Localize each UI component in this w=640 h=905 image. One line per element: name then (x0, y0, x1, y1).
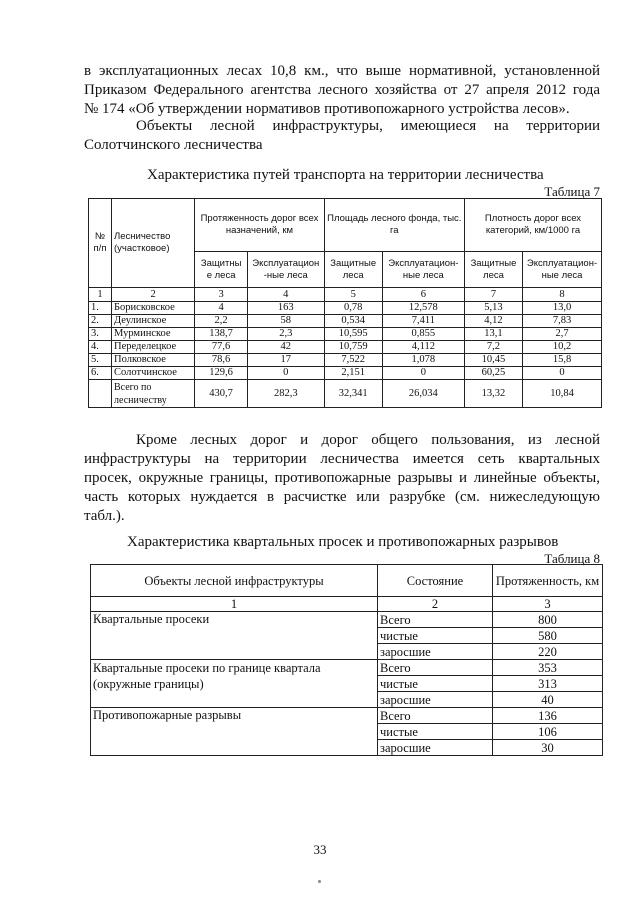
column-number: 7 (464, 288, 522, 302)
row-value: 0,78 (324, 302, 382, 315)
table-row (89, 328, 602, 341)
row-no: 6. (89, 367, 112, 380)
column-number: 8 (523, 288, 602, 302)
header-length: Протяженность, км (493, 565, 603, 597)
middle-line: просек, окружные границы, противопожарные разрывы и линейные объекты, (84, 470, 600, 486)
column-number: 5 (324, 288, 382, 302)
row-value: 13,1 (464, 328, 522, 341)
state-cell: чистые (378, 628, 493, 644)
table-row (89, 315, 602, 328)
table8-caption: Характеристика квартальных просек и противопожарных разрывов (127, 534, 559, 550)
state-cell: чистые (378, 676, 493, 692)
column-number: 1 (91, 597, 378, 612)
header-exploitation: Эксплуатацион-ные леса (523, 252, 602, 288)
row-value: 58 (247, 315, 324, 328)
row-value: 17 (247, 354, 324, 367)
column-number-row (91, 597, 603, 612)
total-row (89, 380, 602, 408)
row-forestry: Солотчинское (112, 367, 195, 380)
total-value: 32,341 (324, 380, 382, 408)
transport-table (88, 198, 602, 408)
header-no: № п/п (89, 199, 112, 288)
length-cell: 800 (493, 612, 603, 628)
row-value: 4,12 (464, 315, 522, 328)
objects-heading (84, 117, 600, 155)
state-cell: заросшие (378, 740, 493, 756)
scan-speck (318, 880, 321, 883)
row-value: 5,13 (464, 302, 522, 315)
row-no: 4. (89, 341, 112, 354)
total-value: 13,32 (464, 380, 522, 408)
row-forestry: Полковское (112, 354, 195, 367)
row-value: 78,6 (195, 354, 248, 367)
table-row (91, 660, 603, 676)
row-value: 2,3 (247, 328, 324, 341)
header-state: Состояние (378, 565, 493, 597)
header-exploitation: Эксплуатацион -ные леса (247, 252, 324, 288)
row-no: 2. (89, 315, 112, 328)
row-value: 2,2 (195, 315, 248, 328)
row-value: 2,151 (324, 367, 382, 380)
row-value: 60,25 (464, 367, 522, 380)
header-exploitation: Эксплуатацион-ные леса (382, 252, 464, 288)
total-value: 430,7 (195, 380, 248, 408)
state-cell: заросшие (378, 644, 493, 660)
table-row (91, 612, 603, 628)
column-number: 6 (382, 288, 464, 302)
row-value: 1,078 (382, 354, 464, 367)
column-number: 2 (112, 288, 195, 302)
middle-paragraph (84, 431, 600, 526)
header-road-density: Плотность дорог всех категорий, км/1000 га (464, 199, 601, 252)
length-cell: 353 (493, 660, 603, 676)
table-row (89, 367, 602, 380)
length-cell: 313 (493, 676, 603, 692)
intro-line: Приказом Федерального агентства лесного хозяйства от 27 апреля 2012 года (84, 82, 600, 98)
middle-line: табл.). (84, 508, 125, 524)
row-value: 138,7 (195, 328, 248, 341)
column-number: 4 (247, 288, 324, 302)
length-cell: 40 (493, 692, 603, 708)
row-value: 7,411 (382, 315, 464, 328)
row-value: 7,522 (324, 354, 382, 367)
row-value: 0 (523, 367, 602, 380)
row-value: 15,8 (523, 354, 602, 367)
row-value: 0 (247, 367, 324, 380)
row-value: 12,578 (382, 302, 464, 315)
group-name: Квартальные просеки по границе квартала (окружные границы) (91, 660, 378, 708)
row-value: 10,595 (324, 328, 382, 341)
total-value: 10,84 (523, 380, 602, 408)
column-number: 3 (493, 597, 603, 612)
length-cell: 220 (493, 644, 603, 660)
table-row (89, 302, 602, 315)
table7-number: Таблица 7 (544, 184, 600, 199)
objects-heading-line: Солотчинского лесничества (84, 137, 263, 153)
header-objects: Объекты лесной инфраструктуры (91, 565, 378, 597)
table7-caption: Характеристика путей транспорта на территории лесничества (147, 167, 544, 183)
state-cell: Всего (378, 612, 493, 628)
group-name: Противопожарные разрывы (91, 708, 378, 756)
table-row (89, 341, 602, 354)
row-value: 4,112 (382, 341, 464, 354)
middle-line: инфраструктуры на территории лесничества имеется сеть квартальных (84, 451, 600, 467)
total-value: 282,3 (247, 380, 324, 408)
header-forestry: Лесничество (участковое) (112, 199, 195, 288)
middle-line: Кроме лесных дорог и дорог общего пользования, из лесной (136, 432, 600, 448)
row-no: 3. (89, 328, 112, 341)
header-forest-area: Площадь лесного фонда, тыс. га (324, 199, 464, 252)
column-number-row (89, 288, 602, 302)
row-value: 0,855 (382, 328, 464, 341)
length-cell: 30 (493, 740, 603, 756)
row-value: 7,2 (464, 341, 522, 354)
row-value: 4 (195, 302, 248, 315)
length-cell: 106 (493, 724, 603, 740)
intro-paragraph (84, 62, 600, 119)
header-protective: Защитны е леса (195, 252, 248, 288)
length-cell: 580 (493, 628, 603, 644)
row-value: 0,534 (324, 315, 382, 328)
group-name: Квартальные просеки (91, 612, 378, 660)
state-cell: Всего (378, 708, 493, 724)
row-no: 1. (89, 302, 112, 315)
middle-line: часть которых нуждается в расчистке или разрубке (см. нижеследующую (84, 489, 600, 505)
column-number: 2 (378, 597, 493, 612)
column-number: 1 (89, 288, 112, 302)
total-label: Всего по лесничеству (112, 380, 195, 408)
row-value: 0 (382, 367, 464, 380)
row-forestry: Деулинское (112, 315, 195, 328)
page-number: 33 (313, 842, 327, 857)
length-cell: 136 (493, 708, 603, 724)
row-no: 5. (89, 354, 112, 367)
table8-number: Таблица 8 (544, 551, 600, 566)
row-value: 7,83 (523, 315, 602, 328)
row-value: 129,6 (195, 367, 248, 380)
row-value: 10,2 (523, 341, 602, 354)
intro-line: в эксплуатационных лесах 10,8 км., что выше нормативной, установленной (84, 63, 600, 79)
row-value: 10,759 (324, 341, 382, 354)
total-value: 26,034 (382, 380, 464, 408)
total-no-cell (89, 380, 112, 408)
state-cell: заросшие (378, 692, 493, 708)
header-road-length: Протяженность дорог всех назначений, км (195, 199, 324, 252)
row-value: 13,0 (523, 302, 602, 315)
row-value: 10,45 (464, 354, 522, 367)
row-forestry: Мурминское (112, 328, 195, 341)
table-row (91, 708, 603, 724)
row-value: 77,6 (195, 341, 248, 354)
state-cell: Всего (378, 660, 493, 676)
row-forestry: Борисковское (112, 302, 195, 315)
table-row (89, 354, 602, 367)
clearings-table (90, 564, 603, 756)
column-number: 3 (195, 288, 248, 302)
header-protective: Защитные леса (324, 252, 382, 288)
header-protective: Защитные леса (464, 252, 522, 288)
intro-line: № 174 «Об утверждении нормативов противопожарного устройства лесов». (84, 101, 570, 117)
row-value: 163 (247, 302, 324, 315)
row-value: 42 (247, 341, 324, 354)
objects-heading-line: Объекты лесной инфраструктуры, имеющиеся на территории (136, 118, 600, 134)
row-forestry: Переделецкое (112, 341, 195, 354)
row-value: 2,7 (523, 328, 602, 341)
state-cell: чистые (378, 724, 493, 740)
